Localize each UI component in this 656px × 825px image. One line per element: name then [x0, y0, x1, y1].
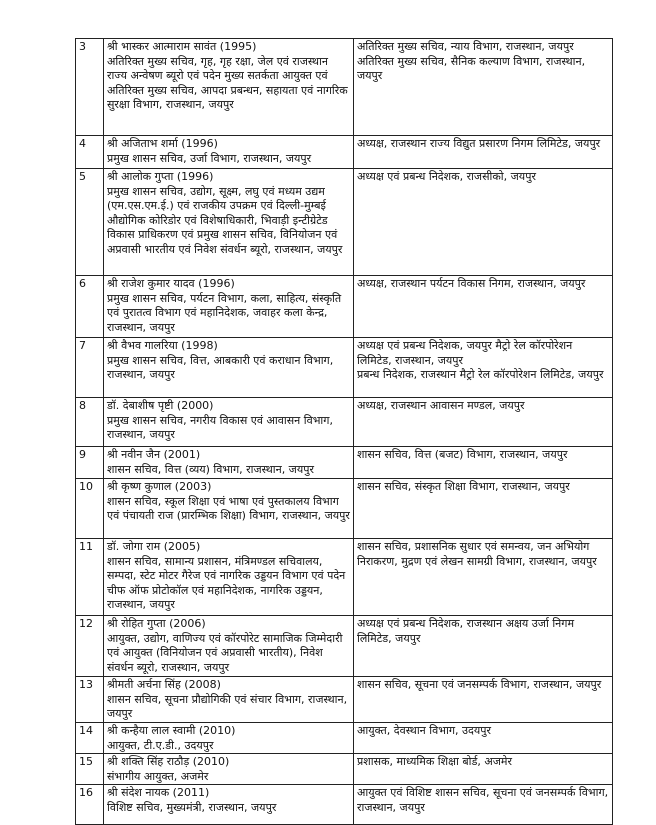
- serial-number: 3: [76, 39, 104, 136]
- new-posting: अध्यक्ष, राजस्थान पर्यटन विकास निगम, राजस्थान, जयपुर: [357, 277, 586, 290]
- table-row: [76, 785, 613, 825]
- current-posts: आयुक्त, उद्योग, वाणिज्य एवं कॉरपोरेट सामाजिक जिम्मेदारी एवं आयुक्त (विनियोजन एवं अप्रवासी भारतीय), निवेश संवर्धन ब्यूरो, राजस्थान, जयपुर: [107, 631, 343, 674]
- new-posting-cell: [354, 539, 613, 616]
- table-row: [76, 447, 613, 479]
- officer-name: श्री कृष्ण कुणाल (2003): [107, 480, 212, 493]
- table-row: [76, 276, 613, 338]
- new-posting-cell: [354, 677, 613, 723]
- officer-name: श्रीमती अर्चना सिंह (2008): [107, 678, 221, 691]
- new-posting-additional: अतिरिक्त मुख्य सचिव, सैनिक कल्याण विभाग, राजस्थान, जयपुर: [357, 54, 586, 82]
- table-row: [76, 616, 613, 677]
- new-posting: अध्यक्ष, राजस्थान राज्य विद्युत प्रसारण निगम लिमिटेड, जयपुर: [357, 137, 601, 150]
- serial-number: 8: [76, 398, 104, 447]
- officer-cell: [104, 39, 354, 136]
- current-posts: अतिरिक्त मुख्य सचिव, गृह, गृह रक्षा, जेल एवं राजस्थान राज्य अन्वेषण ब्यूरो एवं पदेन मुख्य सतर्कता आयुक्त एवं अतिरिक्त मुख्य सचिव, आपदा प्रबन्धन, सहायता एवं नागरिक सुरक्षा विभाग, राजस्थान, जयपुर: [107, 54, 348, 111]
- current-posts: प्रमुख शासन सचिव, पर्यटन विभाग, कला, साहित्य, संस्कृति एवं पुरातत्व विभाग एवं महानिदेशक, जवाहर कला केन्द्र, राजस्थान, जयपुर: [107, 291, 342, 334]
- new-posting: प्रशासक, माध्यमिक शिक्षा बोर्ड, अजमेर: [357, 755, 512, 768]
- serial-number: 11: [76, 539, 104, 616]
- table-row: [76, 539, 613, 616]
- officer-name: श्री संदेश नायक (2011): [107, 786, 210, 799]
- serial-number: 12: [76, 616, 104, 677]
- serial-number: 9: [76, 447, 104, 479]
- table-row: [76, 39, 613, 136]
- officer-name: श्री शक्ति सिंह राठौड़ (2010): [107, 755, 230, 768]
- serial-number: 5: [76, 169, 104, 276]
- current-posts: प्रमुख शासन सचिव, नगरीय विकास एवं आवासन विभाग, राजस्थान, जयपुर: [107, 413, 333, 441]
- serial-number: 10: [76, 479, 104, 539]
- current-posts: प्रमुख शासन सचिव, उद्योग, सूक्ष्म, लघु एवं मध्यम उद्यम (एम.एस.एम.ई.) एवं राजकीय उपक्रम एवं दिल्ली-मुम्बई औद्योगिक कोरिडोर एवं विशेषाधिकारी, भिवाड़ी इन्टीग्रेटेड विकास प्राधिकरण एवं प्रमुख शासन सचिव, विनियोजन एवं अप्रवासी भारतीय एवं निवेश संवर्धन ब्यूरो, राजस्थान, जयपुर: [107, 184, 343, 256]
- current-posts: संभागीय आयुक्त, अजमेर: [107, 769, 209, 783]
- table-row: [76, 754, 613, 785]
- new-posting: शासन सचिव, प्रशासनिक सुधार एवं समन्वय, जन अभियोग निराकरण, मुद्रण एवं लेखन सामग्री विभाग, राजस्थान, जयपुर: [357, 540, 597, 568]
- current-posts: प्रमुख शासन सचिव, वित्त, आबकारी एवं कराधान विभाग, राजस्थान, जयपुर: [107, 353, 334, 381]
- officer-name: श्री रोहित गुप्ता (2006): [107, 617, 206, 630]
- new-posting: शासन सचिव, संस्कृत शिक्षा विभाग, राजस्थान, जयपुर: [357, 480, 570, 493]
- transfer-order-table: [75, 38, 613, 825]
- current-posts: शासन सचिव, स्कूल शिक्षा एवं भाषा एवं पुस्तकालय विभाग एवं पंचायती राज (प्रारम्भिक शिक्षा) विभाग, राजस्थान, जयपुर: [107, 494, 350, 522]
- new-posting: अध्यक्ष एवं प्रबन्ध निदेशक, राजस्थान अक्षय उर्जा निगम लिमिटेड, जयपुर: [357, 617, 575, 645]
- current-posts: आयुक्त, टी.ए.डी., उदयपुर: [107, 738, 214, 752]
- officer-name: डॉ. जोगा राम (2005): [107, 540, 201, 553]
- serial-number: 13: [76, 677, 104, 723]
- current-posts: शासन सचिव, सामान्य प्रशासन, मंत्रिमण्डल सचिवालय, सम्पदा, स्टेट मोटर गैरेज एवं नागरिक उड्डयन विभाग एवं पदेन चीफ ऑफ प्रोटोकॉल एवं महानिदेशक, नागरिक उड्डयन, राजस्थान, जयपुर: [107, 554, 346, 611]
- officer-cell: [104, 479, 354, 539]
- serial-number: 7: [76, 338, 104, 398]
- table-row: [76, 136, 613, 169]
- officer-name: श्री राजेश कुमार यादव (1996): [107, 277, 235, 290]
- current-posts: प्रमुख शासन सचिव, उर्जा विभाग, राजस्थान, जयपुर: [107, 151, 312, 165]
- current-posts: शासन सचिव, सूचना प्रौद्योगिकी एवं संचार विभाग, राजस्थान, जयपुर: [107, 692, 348, 720]
- serial-number: 6: [76, 276, 104, 338]
- officer-cell: [104, 276, 354, 338]
- current-posts: विशिष्ट सचिव, मुख्यमंत्री, राजस्थान, जयपुर: [107, 800, 277, 814]
- officer-name: श्री वैभव गालरिया (1998): [107, 339, 218, 352]
- new-posting: अध्यक्ष एवं प्रबन्ध निदेशक, जयपुर मैट्रो रेल कॉरपोरेशन लिमिटेड, राजस्थान, जयपुर: [357, 339, 573, 367]
- serial-number: 4: [76, 136, 104, 169]
- current-posts: शासन सचिव, वित्त (व्यय) विभाग, राजस्थान, जयपुर: [107, 462, 314, 476]
- new-posting-cell: [354, 616, 613, 677]
- officer-cell: [104, 136, 354, 169]
- officer-name: श्री अजिताभ शर्मा (1996): [107, 137, 218, 150]
- new-posting-cell: [354, 136, 613, 169]
- new-posting-cell: [354, 169, 613, 276]
- serial-number: 15: [76, 754, 104, 785]
- new-posting: अध्यक्ष एवं प्रबन्ध निदेशक, राजसीको, जयपुर: [357, 170, 536, 183]
- officer-name: श्री नवीन जैन (2001): [107, 448, 201, 461]
- officer-cell: [104, 754, 354, 785]
- officer-name: श्री आलोक गुप्ता (1996): [107, 170, 214, 183]
- new-posting-cell: [354, 754, 613, 785]
- table-row: [76, 677, 613, 723]
- table-row: [76, 723, 613, 754]
- officer-cell: [104, 398, 354, 447]
- new-posting: शासन सचिव, वित्त (बजट) विभाग, राजस्थान, जयपुर: [357, 448, 568, 461]
- officer-cell: [104, 169, 354, 276]
- officer-cell: [104, 616, 354, 677]
- table-row: [76, 479, 613, 539]
- officer-cell: [104, 338, 354, 398]
- officer-cell: [104, 785, 354, 825]
- new-posting: अतिरिक्त मुख्य सचिव, न्याय विभाग, राजस्थान, जयपुर: [357, 40, 574, 53]
- new-posting: शासन सचिव, सूचना एवं जनसम्पर्क विभाग, राजस्थान, जयपुर: [357, 678, 602, 691]
- table-row: [76, 169, 613, 276]
- new-posting: आयुक्त एवं विशिष्ट शासन सचिव, सूचना एवं जनसम्पर्क विभाग, राजस्थान, जयपुर: [357, 786, 609, 814]
- new-posting-cell: [354, 338, 613, 398]
- officer-name: श्री भास्कर आत्माराम सावंत (1995): [107, 40, 257, 53]
- new-posting-cell: [354, 39, 613, 136]
- officer-cell: [104, 677, 354, 723]
- officer-name: श्री कन्हैया लाल स्वामी (2010): [107, 724, 236, 737]
- new-posting: आयुक्त, देवस्थान विभाग, उदयपुर: [357, 724, 492, 737]
- new-posting-cell: [354, 276, 613, 338]
- table-row: [76, 398, 613, 447]
- new-posting-cell: [354, 479, 613, 539]
- new-posting-cell: [354, 785, 613, 825]
- table-row: [76, 338, 613, 398]
- officer-name: डॉ. देबाशीष पृष्टी (2000): [107, 399, 214, 412]
- officer-cell: [104, 723, 354, 754]
- new-posting-cell: [354, 447, 613, 479]
- officer-cell: [104, 539, 354, 616]
- new-posting-additional: प्रबन्ध निदेशक, राजस्थान मैट्रो रेल कॉरपोरेशन लिमिटेड, जयपुर: [357, 368, 604, 381]
- officer-cell: [104, 447, 354, 479]
- new-posting-cell: [354, 398, 613, 447]
- serial-number: 14: [76, 723, 104, 754]
- new-posting: अध्यक्ष, राजस्थान आवासन मण्डल, जयपुर: [357, 399, 525, 412]
- serial-number: 16: [76, 785, 104, 825]
- new-posting-cell: [354, 723, 613, 754]
